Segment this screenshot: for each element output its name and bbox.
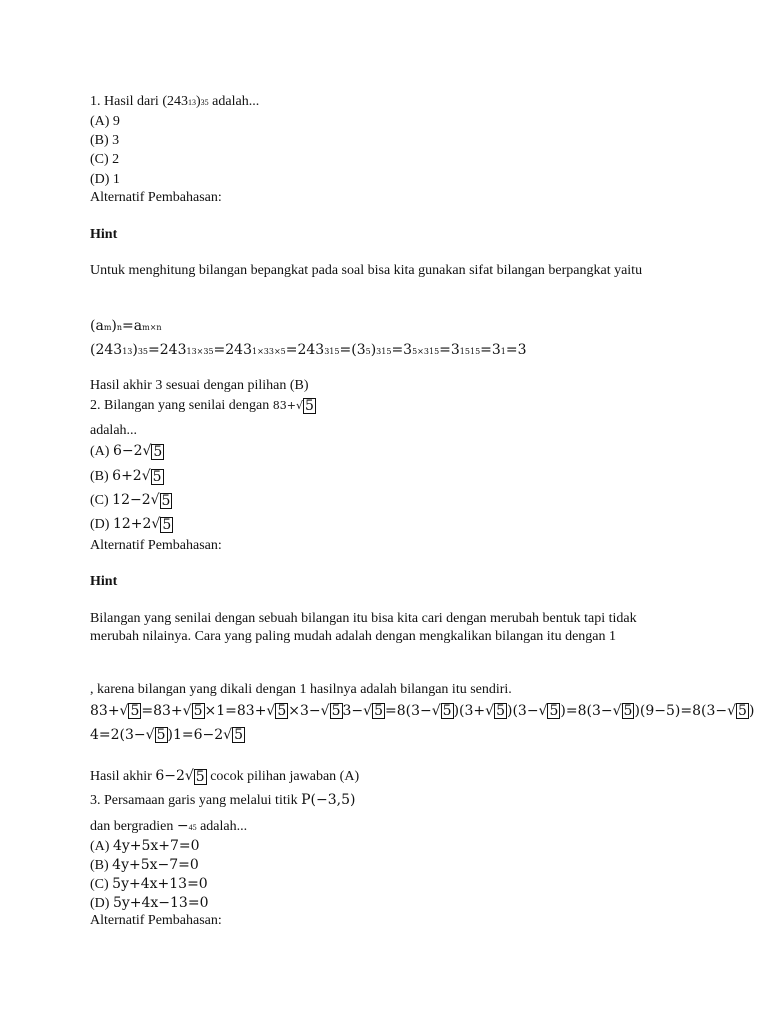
q1-option-b: (B) 3 xyxy=(90,133,120,148)
q2-hint-heading: Hint xyxy=(90,574,118,589)
option-expr: 5y+4x−13=0 xyxy=(112,895,209,911)
gradient-suffix: adalah... xyxy=(196,819,248,834)
q2-question-box: 5 xyxy=(304,398,314,414)
calc-part: =3 xyxy=(480,342,501,358)
result-suffix: cocok pilihan jawaban (A) xyxy=(206,769,360,784)
q3-question xyxy=(90,792,355,809)
q2-option-c xyxy=(90,492,172,509)
q2-hint-text: Bilangan yang senilai dengan sebuah bilangan itu bisa kita cari dengan merubah bentuk tapi tidak merubah nilainya. Cara yang paling mudah adalah dengan mengkalikan bilangan itu dengan 1 xyxy=(90,611,637,644)
option-expr: 6−2√ xyxy=(112,443,152,459)
eq-part: 3−√ xyxy=(342,703,373,719)
q1-hint-text: Untuk menghitung bilangan bepangkat pada soal bisa kita gunakan sifat bilangan berpangkat yaitu xyxy=(90,263,643,278)
eq-part: ×3−√ xyxy=(288,703,330,719)
option-label: (A) xyxy=(90,444,113,459)
q1-exp-inner: 13 xyxy=(187,98,196,107)
q1-option-c: (C) 2 xyxy=(90,152,120,167)
calc-exp: 1×33×5 xyxy=(252,347,286,356)
prop-m: m xyxy=(103,323,112,332)
calc-part: =243 xyxy=(213,342,252,358)
eq-box: 5 xyxy=(331,703,341,719)
option-expr: 12−2√ xyxy=(112,492,160,508)
q2-option-b xyxy=(90,468,164,485)
q3-question-text: 3. Persamaan garis yang melalui titik xyxy=(90,793,302,808)
option-box: 5 xyxy=(152,468,162,485)
prop-a: (a xyxy=(90,318,104,334)
eq-box: 5 xyxy=(442,703,452,719)
q1-close-paren: ) xyxy=(195,94,201,109)
eq-part: )(9−5)=8(3−√ xyxy=(634,703,737,719)
option-expr: 4y+5x+7=0 xyxy=(112,838,200,854)
q3-gradient xyxy=(90,818,247,836)
calc-exp: 35 xyxy=(137,347,149,356)
calc-exp: 315 xyxy=(324,347,340,356)
calc-exp: 13×35 xyxy=(186,347,214,356)
q1-question-suffix: adalah... xyxy=(208,94,260,109)
q1-alt-label: Alternatif Pembahasan: xyxy=(90,190,222,205)
eq-part: =83+√ xyxy=(141,703,192,719)
q1-property xyxy=(90,318,162,336)
calc-part: =243 xyxy=(148,342,187,358)
calc-exp: 1 xyxy=(500,347,506,356)
q2-option-a xyxy=(90,443,164,460)
eq-box: 5 xyxy=(130,703,140,719)
eq-part: )(3−√ xyxy=(506,703,548,719)
eq-box: 5 xyxy=(374,703,383,719)
calc-part: =243 xyxy=(285,342,325,358)
q1-question-text: 1. Hasil dari (243 xyxy=(90,94,188,109)
q2-alt-label: Alternatif Pembahasan: xyxy=(90,538,222,553)
eq-part: )1=6−2√ xyxy=(167,727,233,743)
calc-part: ) xyxy=(370,342,377,358)
prop-close: ) xyxy=(111,318,117,334)
option-box: 5 xyxy=(161,492,171,509)
option-label: (D) xyxy=(90,896,113,911)
q3-option-a xyxy=(90,838,200,855)
calc-part: =3 xyxy=(391,342,413,358)
q3-option-b xyxy=(90,857,199,874)
q2-question xyxy=(90,398,316,414)
q2-equation-line-2 xyxy=(90,726,245,744)
result-box: 5 xyxy=(195,768,205,785)
eq-box: 5 xyxy=(234,727,243,743)
eq-part: 4=2(3−√ xyxy=(90,727,155,743)
option-label: (C) xyxy=(90,493,113,508)
q3-option-d xyxy=(90,895,208,912)
option-expr: 6+2√ xyxy=(112,468,151,484)
q1-option-a: (A) 9 xyxy=(90,114,120,129)
q1-option-d: (D) 1 xyxy=(90,172,120,187)
eq-box: 5 xyxy=(277,703,287,719)
eq-box: 5 xyxy=(156,727,166,743)
q1-question xyxy=(90,94,259,111)
result-prefix: Hasil akhir xyxy=(90,769,156,784)
gradient-sign: − xyxy=(176,818,189,834)
calc-part: =3 xyxy=(439,342,460,358)
q1-exp-outer: 35 xyxy=(200,98,209,107)
q2-option-d xyxy=(90,516,173,533)
q2-question-expr: 83+√ xyxy=(272,399,303,413)
gradient-prefix: dan bergradien xyxy=(90,819,177,834)
option-label: (B) xyxy=(90,469,113,484)
calc-exp: 5×315 xyxy=(412,347,440,356)
option-expr: 5y+4x+13=0 xyxy=(112,876,208,892)
calc-exp: 13 xyxy=(122,347,133,356)
option-expr: 4y+5x−7=0 xyxy=(112,857,199,873)
option-box: 5 xyxy=(162,516,172,533)
q2-karena: , karena bilangan yang dikali dengan 1 hasilnya adalah bilangan itu sendiri. xyxy=(90,682,512,697)
calc-part: (243 xyxy=(90,342,123,358)
option-expr: 12+2√ xyxy=(112,516,161,532)
q3-point: P(−3,5) xyxy=(301,792,356,808)
eq-part: )(3+√ xyxy=(453,703,495,719)
eq-box: 5 xyxy=(496,703,505,719)
q1-calculation xyxy=(90,342,527,360)
q2-equation-line-1 xyxy=(90,702,754,720)
calc-exp: 5 xyxy=(365,347,371,356)
q1-result: Hasil akhir 3 sesuai dengan pilihan (B) xyxy=(90,378,309,393)
calc-exp: 1515 xyxy=(459,347,481,356)
option-label: (C) xyxy=(90,877,113,892)
q2-adalah: adalah... xyxy=(90,423,138,438)
eq-box: 5 xyxy=(738,703,747,719)
calc-part: =3 xyxy=(505,342,527,358)
eq-box: 5 xyxy=(193,703,203,719)
prop-eq: =a xyxy=(122,318,143,334)
calc-part: =(3 xyxy=(339,342,366,358)
eq-part: 83+√ xyxy=(90,703,129,719)
option-box: 5 xyxy=(153,443,163,460)
q2-question-text: 2. Bilangan yang senilai dengan xyxy=(90,398,273,414)
calc-part: ) xyxy=(132,342,138,358)
option-label: (B) xyxy=(90,858,113,873)
q3-option-c xyxy=(90,876,208,893)
eq-part: ) xyxy=(748,703,755,719)
q1-hint-heading: Hint xyxy=(90,227,118,242)
eq-part: )=8(3−√ xyxy=(560,703,622,719)
option-label: (A) xyxy=(90,839,113,854)
eq-part: =8(3−√ xyxy=(384,703,441,719)
eq-box: 5 xyxy=(623,703,633,719)
prop-n: n xyxy=(116,323,123,332)
prop-mxn: m×n xyxy=(142,323,162,332)
calc-exp: 315 xyxy=(376,347,392,356)
q3-alt-label: Alternatif Pembahasan: xyxy=(90,913,222,928)
gradient-frac: 45 xyxy=(188,823,197,832)
eq-box: 5 xyxy=(549,703,559,719)
q2-result xyxy=(90,768,359,785)
result-expr: 6−2√ xyxy=(155,768,194,784)
option-label: (D) xyxy=(90,517,113,532)
eq-part: ×1=83+√ xyxy=(204,703,276,719)
